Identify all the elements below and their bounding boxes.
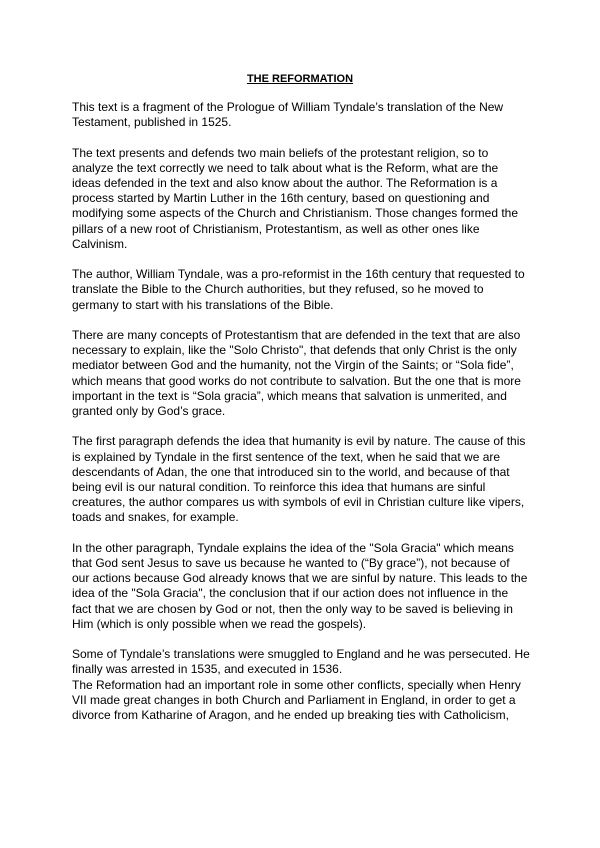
paragraph-context: The text presents and defends two main beliefs of the protestant religion, so to analyze the text correctly we need to talk about what is the Reform, what are the ideas defended in the text and also know about the author. The Reformation is a process started by Martin Luther in the 16th century, based on questioning and modifying some aspects of the Church and Christianism. Those changes formed the pillars of a new root of Christianism, Protestantism, as well as other ones like Calvinism. [72, 145, 519, 251]
document-body [72, 100, 530, 723]
paragraph-second-analysis: In the other paragraph, Tyndale explains the idea of the "Sola Gracia" which means that God sent Jesus to save us because he wanted to (“By grace”), not because of our actions because God already knows that we are sinful by nature. This leads to the idea of the "Sola Gracia", the conclusion that if our action does not influence in the fact that we are chosen by God or not, then the only way to be saved is believing in Him (which is only possible when we read the gospels). [72, 540, 528, 631]
paragraph-first-analysis: The first paragraph defends the idea that humanity is evil by nature. The cause of this is explained by Tyndale in the first sentence of the text, when he said that we are descendants of Adan, the one that introduced sin to the world, and because of that being evil is our natural condition. To reinforce this idea that humans are sinful creatures, the author compares us with symbols of evil in Christian culture like vipers, toads and snakes, for example. [72, 434, 526, 525]
paragraph-intro: This text is a fragment of the Prologue of William Tyndale’s translation of the New Testament, published in 1525. [72, 100, 504, 130]
paragraph-author: The author, William Tyndale, was a pro-reformist in the 16th century that requested to translate the Bible to the Church authorities, but they refused, so he moved to germany to start with his translations of the Bible. [72, 267, 525, 312]
paragraph-conflicts: The Reformation had an important role in some other conflicts, specially when Henry VII made great changes in both Church and Parliament in England, in order to get a divorce from Katharine of Aragon, and he ended up breaking ties with Catholicism, [72, 677, 521, 723]
paragraph-concepts: There are many concepts of Protestantism that are defended in the text that are also necessary to explain, like the "Solo Christo", that defends that only Christ is the only mediator between God and the humanity, not the Virgin of the Saints; or “Sola fide”, which means that good works do not contribute to salvation. But the one that is more important in the text is “Sola gracia”, which means that salvation is unmerited, and granted only by God’s grace. [72, 328, 521, 419]
document-title: THE REFORMATION [246, 73, 354, 85]
paragraph-persecution: Some of Tyndale’s translations were smuggled to England and he was persecuted. He finally was arrested in 1535, and executed in 1536. [72, 647, 530, 677]
